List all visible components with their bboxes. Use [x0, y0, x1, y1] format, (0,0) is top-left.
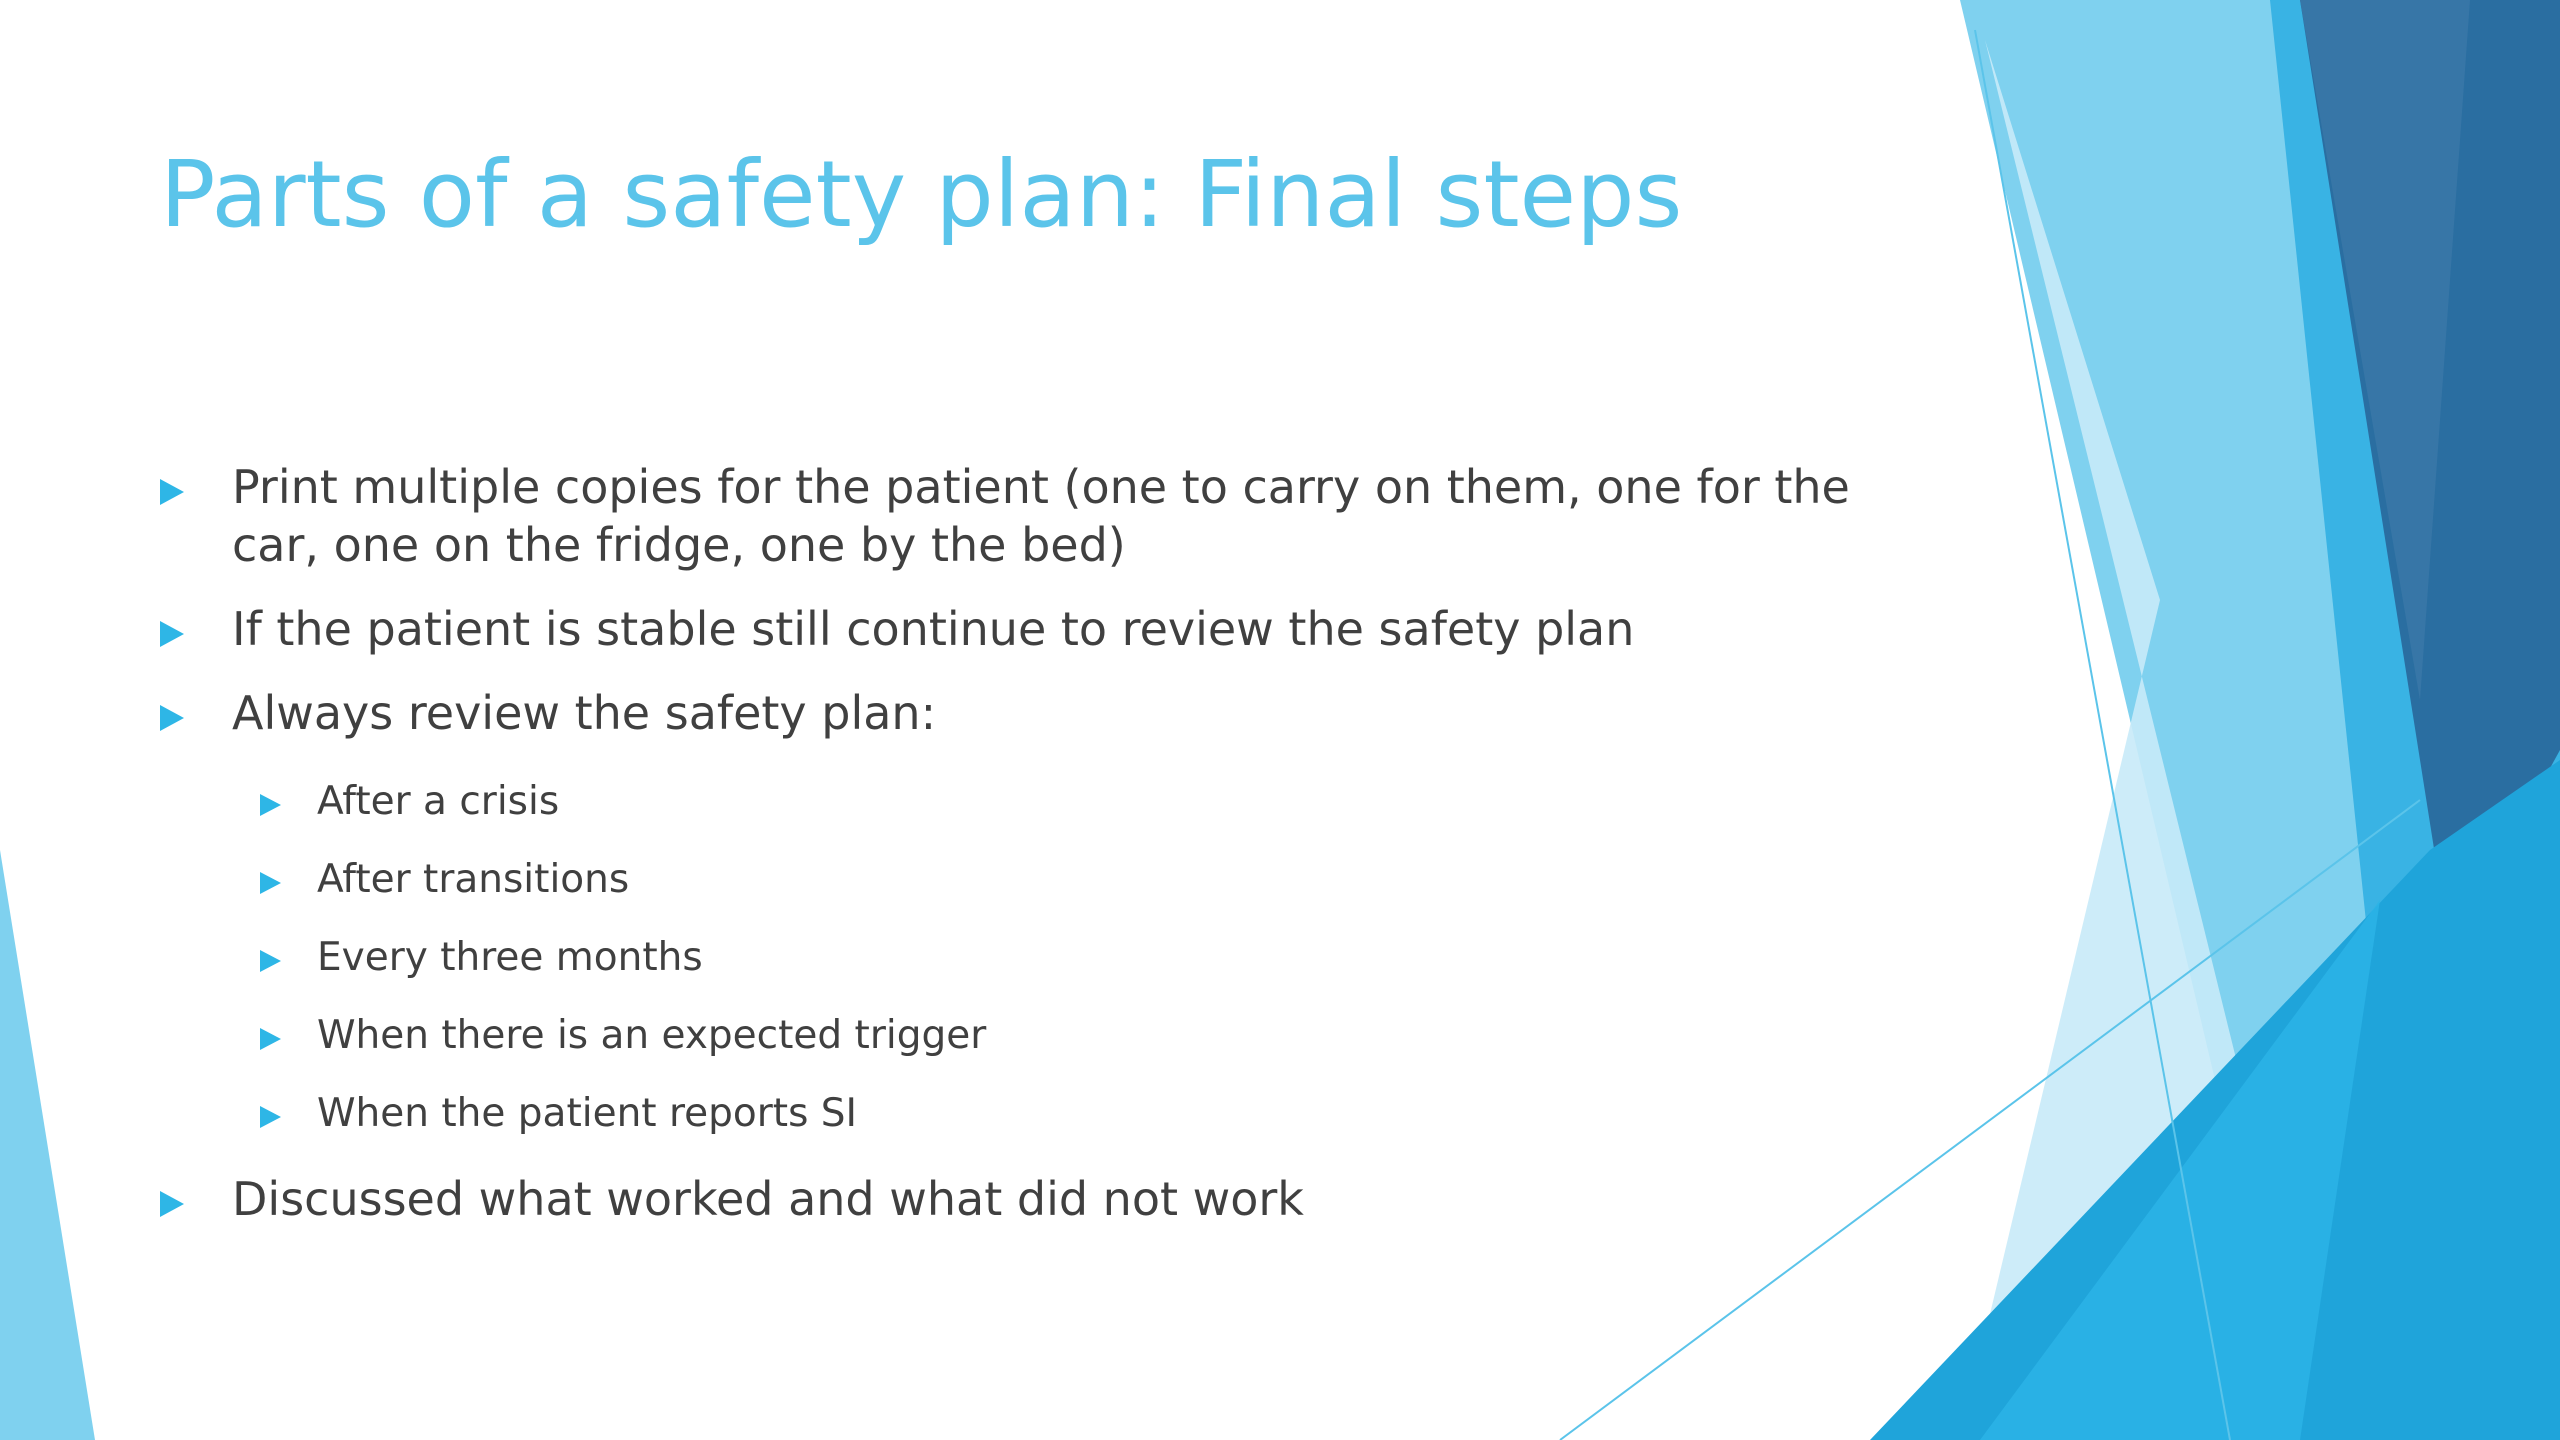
bullet-item [160, 458, 1920, 574]
bullet-arrow-icon [260, 950, 281, 972]
bullet-arrow-icon [260, 1106, 281, 1128]
sub-bullet-text: When there is an expected trigger [317, 1013, 987, 1058]
sub-bullet-item [260, 776, 1920, 828]
slide-title: Parts of a safety plan: Final steps [160, 141, 1683, 248]
bullet-arrow-icon [160, 621, 184, 647]
sub-bullet-item [260, 854, 1920, 906]
bullet-arrow-icon [160, 705, 184, 731]
sub-bullet-text: Every three months [317, 935, 703, 980]
bullet-text: If the patient is stable still continue to review the safety plan [232, 602, 1635, 656]
bullet-text: Print multiple copies for the patient (one to carry on them, one for the car, one on the fridge, one by the bed) [232, 460, 1850, 572]
bullet-item [160, 1170, 1920, 1228]
bullet-arrow-icon [260, 1028, 281, 1050]
bullet-text: Always review the safety plan: [232, 686, 937, 740]
sub-bullet-item [260, 1010, 1920, 1062]
bullet-arrow-icon [160, 479, 184, 505]
bullet-arrow-icon [260, 872, 281, 894]
sub-bullet-text: When the patient reports SI [317, 1091, 858, 1136]
bullet-list [160, 458, 1920, 1254]
bullet-arrow-icon [160, 1191, 184, 1217]
bullet-item [160, 684, 1920, 742]
sub-bullet-text: After a crisis [317, 779, 560, 824]
bullet-item [160, 600, 1920, 658]
sub-bullet-item [260, 932, 1920, 984]
left-facet [0, 850, 95, 1440]
bullet-arrow-icon [260, 794, 281, 816]
sub-bullet-item [260, 1088, 1920, 1140]
bullet-text: Discussed what worked and what did not work [232, 1172, 1304, 1226]
sub-bullet-text: After transitions [317, 857, 630, 902]
